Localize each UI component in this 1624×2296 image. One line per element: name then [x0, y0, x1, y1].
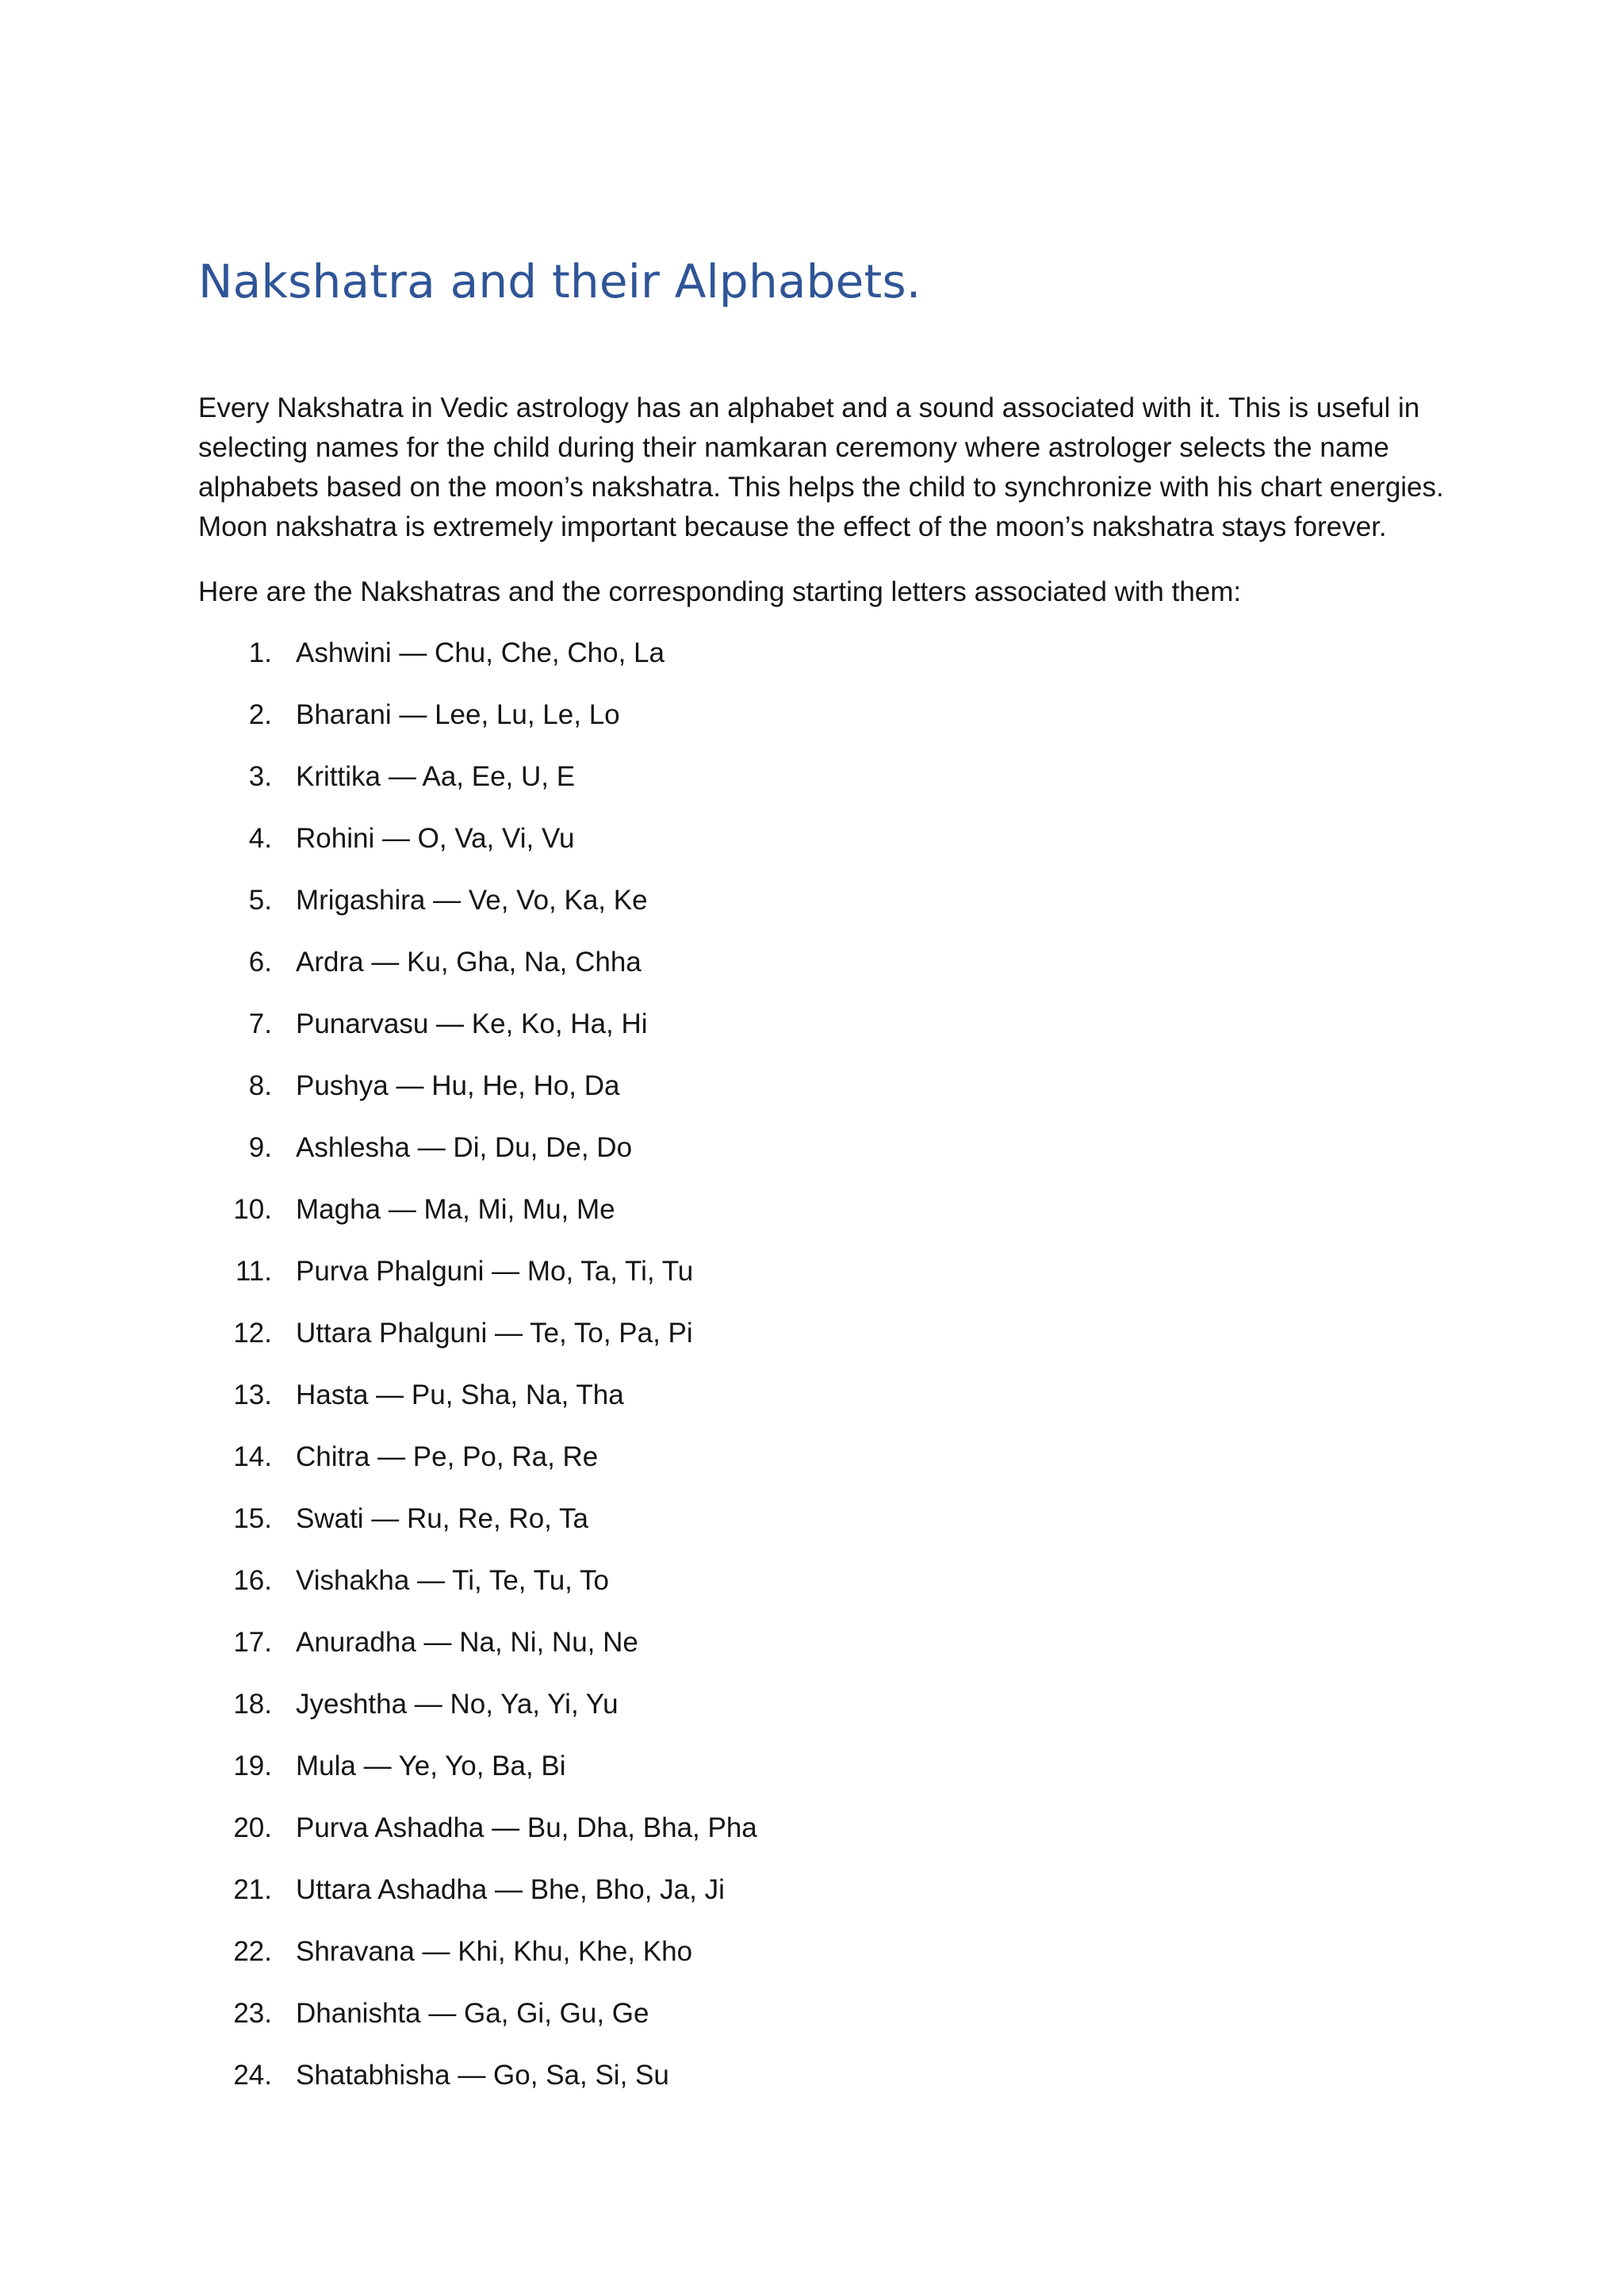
list-item-number: 14. — [233, 1441, 272, 1472]
list-item-text: Mula — Ye, Yo, Ba, Bi — [296, 1751, 566, 1781]
list-item-number: 12. — [233, 1318, 272, 1349]
list-item-text: Shatabhisha — Go, Sa, Si, Su — [296, 2060, 669, 2091]
list-item — [0, 1066, 1624, 1128]
list-item-text: Anuradha — Na, Ni, Nu, Ne — [296, 1627, 638, 1658]
list-item — [0, 1685, 1624, 1747]
list-item — [0, 1314, 1624, 1376]
nakshatra-list — [0, 633, 1624, 2118]
list-item — [0, 1747, 1624, 1808]
list-item-number: 17. — [233, 1627, 272, 1658]
list-item — [0, 695, 1624, 757]
list-item-number: 8. — [248, 1070, 272, 1101]
list-item-text: Mrigashira — Ve, Vo, Ka, Ke — [296, 885, 648, 916]
list-item-number: 13. — [233, 1380, 272, 1410]
list-item-number: 2. — [248, 699, 272, 730]
list-item-text: Uttara Ashadha — Bhe, Bho, Ja, Ji — [296, 1874, 725, 1905]
list-item — [0, 1499, 1624, 1561]
list-item-number: 1. — [248, 637, 272, 668]
list-item-text: Dhanishta — Ga, Gi, Gu, Ge — [296, 1998, 649, 2029]
list-item-number: 22. — [233, 1936, 272, 1967]
list-item-text: Krittika — Aa, Ee, U, E — [296, 761, 576, 792]
list-item-number: 20. — [233, 1812, 272, 1843]
list-item-number: 19. — [233, 1751, 272, 1781]
list-item-number: 16. — [233, 1565, 272, 1596]
list-item — [0, 757, 1624, 819]
list-item — [0, 1190, 1624, 1252]
list-item-number: 18. — [233, 1689, 272, 1720]
list-item — [0, 819, 1624, 881]
list-item-text: Magha — Ma, Mi, Mu, Me — [296, 1194, 615, 1225]
list-item-number: 5. — [248, 885, 272, 916]
list-item — [0, 1994, 1624, 2056]
list-item-number: 10. — [233, 1194, 272, 1225]
list-item — [0, 1808, 1624, 1870]
list-item-number: 4. — [248, 823, 272, 854]
list-item-text: Rohini — O, Va, Vi, Vu — [296, 823, 575, 854]
list-item-text: Purva Phalguni — Mo, Ta, Ti, Tu — [296, 1256, 694, 1287]
list-item-text: Swati — Ru, Re, Ro, Ta — [296, 1503, 588, 1534]
list-item — [0, 1623, 1624, 1685]
list-item-text: Chitra — Pe, Po, Ra, Re — [296, 1441, 599, 1472]
list-item-text: Purva Ashadha — Bu, Dha, Bha, Pha — [296, 1812, 757, 1843]
list-item — [0, 1870, 1624, 1932]
list-item — [0, 1004, 1624, 1066]
list-item-number: 9. — [248, 1132, 272, 1163]
list-item-text: Hasta — Pu, Sha, Na, Tha — [296, 1380, 624, 1410]
list-item — [0, 1376, 1624, 1437]
list-item-text: Ardra — Ku, Gha, Na, Chha — [296, 947, 642, 978]
list-item-text: Jyeshtha — No, Ya, Yi, Yu — [296, 1689, 619, 1720]
list-item-number: 15. — [233, 1503, 272, 1534]
list-item — [0, 1561, 1624, 1623]
list-item — [0, 1128, 1624, 1190]
page-title: Nakshatra and their Alphabets. — [198, 254, 921, 308]
list-item-number: 11. — [235, 1256, 272, 1287]
list-item-number: 23. — [233, 1998, 272, 2029]
list-item — [0, 2056, 1624, 2118]
list-item-number: 6. — [248, 947, 272, 978]
list-item — [0, 1252, 1624, 1314]
list-lead-paragraph: Here are the Nakshatras and the corresponding starting letters associated with them: — [198, 576, 1242, 607]
list-item — [0, 1437, 1624, 1499]
list-item-text: Vishakha — Ti, Te, Tu, To — [296, 1565, 609, 1596]
list-item — [0, 1932, 1624, 1994]
list-item-number: 3. — [248, 761, 272, 792]
list-item-text: Ashwini — Chu, Che, Cho, La — [296, 637, 665, 668]
list-item-text: Punarvasu — Ke, Ko, Ha, Hi — [296, 1008, 648, 1039]
list-item-number: 21. — [233, 1874, 272, 1905]
list-item-text: Pushya — Hu, He, Ho, Da — [296, 1070, 620, 1101]
list-item-text: Ashlesha — Di, Du, De, Do — [296, 1132, 633, 1163]
list-item-text: Uttara Phalguni — Te, To, Pa, Pi — [296, 1318, 693, 1349]
list-item-number: 7. — [248, 1008, 272, 1039]
list-item-number: 24. — [233, 2060, 272, 2091]
list-item — [0, 881, 1624, 943]
list-item — [0, 943, 1624, 1004]
intro-paragraph: Every Nakshatra in Vedic astrology has an alphabet and a sound associated with it. This is useful in selecting names for the child during their namkaran ceremony where astrologer selects the name alphabets based on the moon’s nakshatra. This helps the child to synchronize with his chart energies. Moon nakshatra is extremely important because the effect of the moon’s nakshatra stays forever. — [198, 392, 1444, 542]
list-item — [0, 633, 1624, 695]
list-item-text: Bharani — Lee, Lu, Le, Lo — [296, 699, 620, 730]
list-item-text: Shravana — Khi, Khu, Khe, Kho — [296, 1936, 693, 1967]
